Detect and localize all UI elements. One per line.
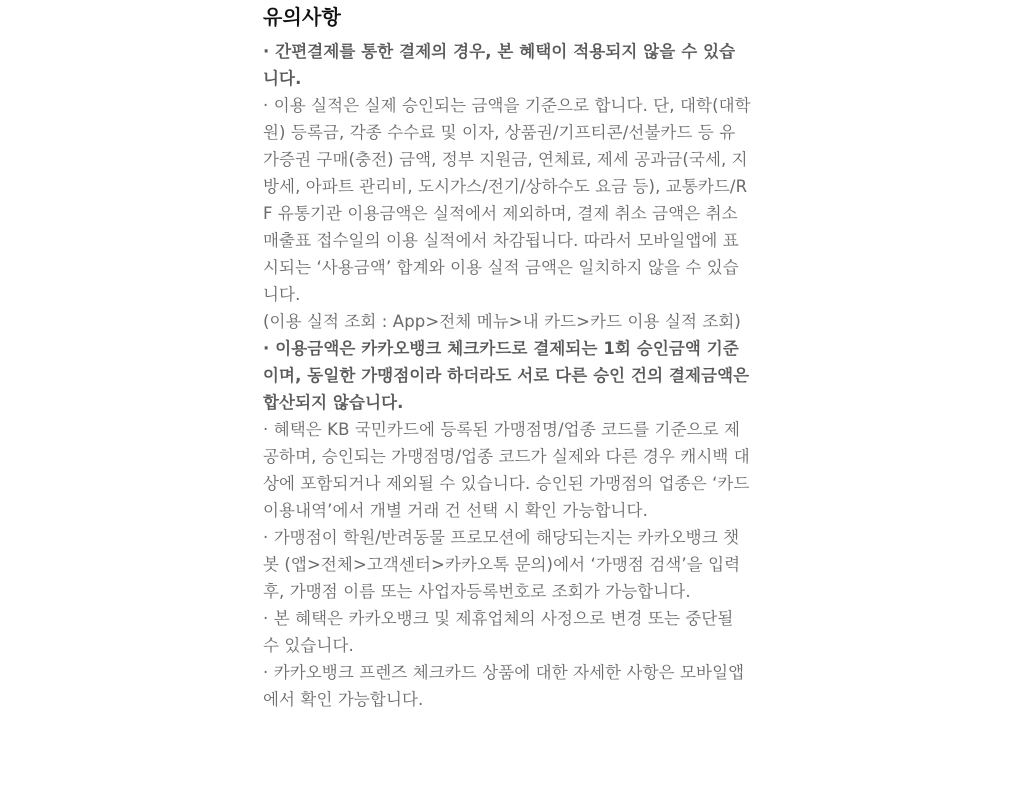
notice-item: · 간편결제를 통한 결제의 경우, 본 혜택이 적용되지 않을 수 있습니다. xyxy=(263,42,736,88)
notice-item: · 이용금액은 카카오뱅크 체크카드로 결제되는 1회 승인금액 기준이며, 동일한 가맹점이라 하더라도 서로 다른 승인 건의 결제금액은 합산되지 않습니다. xyxy=(263,339,750,412)
notice-section xyxy=(263,2,751,713)
notice-item: · 혜택은 KB 국민카드에 등록된 가맹점명/업종 코드를 기준으로 제공하며, 승인되는 가맹점명/업종 코드가 실제와 다른 경우 캐시백 대상에 포함되거나 제외될 수 있습니다. 승인된 가맹점의 업종은 ‘카드 이용내역’에서 개별 거래 건 선택 시 확인 가능합니다. xyxy=(263,420,750,520)
notice-item: · 가맹점이 학원/반려동물 프로모션에 해당되는지는 카카오뱅크 챗봇 (앱>전체>고객센터>카카오톡 문의)에서 ‘가맹점 검색’을 입력 후, 가맹점 이름 또는 사업자등록번호로 조회가 가능합니다. xyxy=(263,528,741,601)
section-title: 유의사항 xyxy=(263,5,342,29)
notice-item: · 이용 실적은 실제 승인되는 금액을 기준으로 합니다. 단, 대학(대학원) 등록금, 각종 수수료 및 이자, 상품권/기프티콘/선불카드 등 유가증권 구매(충전) 금액, 정부 지원금, 연체료, 제세 공과금(국세, 지방세, 아파트 관리비, 도시가스/전기/상하수도 요금 등), 교통카드/RF 유통기관 이용금액은 실적에서 제외하며, 결제 취소 금액은 취소매출표 접수일의 이용 실적에서 차감됩니다. 따라서 모바일앱에 표시되는 ‘사용금액’ 합계와 이용 실적 금액은 일치하지 않을 수 있습니다. xyxy=(263,96,751,304)
notice-item: · 본 혜택은 카카오뱅크 및 제휴업체의 사정으로 변경 또는 중단될 수 있습니다. xyxy=(263,609,734,655)
notice-item: (이용 실적 조회 : App>전체 메뉴>내 카드>카드 이용 실적 조회) xyxy=(263,312,741,331)
notice-item: · 카카오뱅크 프렌즈 체크카드 상품에 대한 자세한 사항은 모바일앱에서 확인 가능합니다. xyxy=(263,663,745,709)
